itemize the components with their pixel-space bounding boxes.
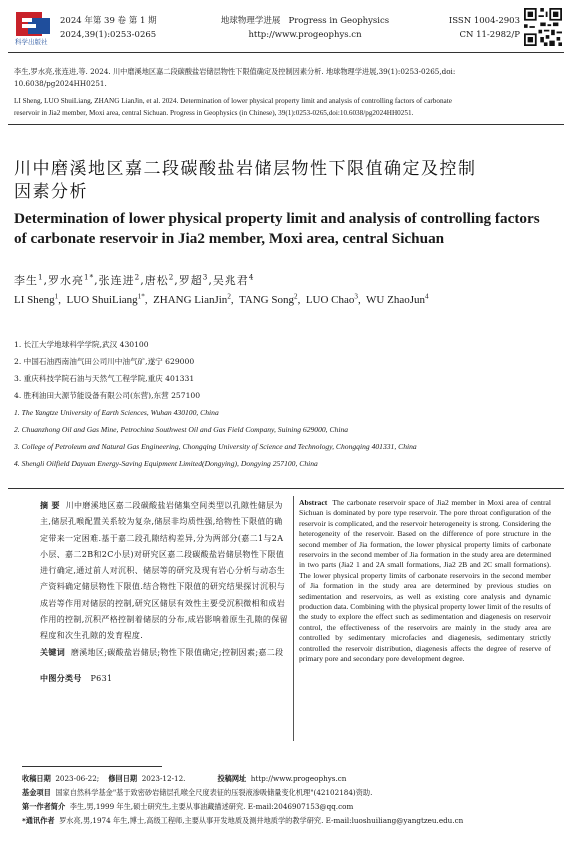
author[interactable]: 张连进$^2$: [98, 272, 141, 287]
title-en: Determination of lower physical property limit and analysis of controlling factors of carbonate reservoir in Jia2 member, Moxi area, central Sichuan: [14, 210, 540, 247]
authors-cn: 李生$^1$,罗水亮$^{1*}$,张连进$^2$,唐松$^2$,罗超$^3$,吴兆君$^4$: [14, 272, 255, 287]
authors-en: LI Sheng$^1$, LUO ShuiLiang$^{1*}$, ZHANG LianJin$^2$, TANG Song$^2$, LUO Chao$^3$, WU ZhaoJun$^4$: [14, 292, 429, 306]
citation-en: LI Sheng, LUO ShuiLiang, ZHANG LianJin, et al. 2024. Determination of lower physical property limit and analysis of controlling factors of carbonate reservoir in Jia2 member, Moxi area, central Sichuan. Progress in Geophysics (in Chinese), 39(1):0253-0265,doi:10.6038/pg2024HH0251.: [14, 97, 452, 117]
citation-rule: [8, 124, 564, 125]
issn: ISSN 1004-2903: [448, 16, 520, 26]
journal-url[interactable]: http://www.progeophys.cn: [248, 30, 362, 40]
author[interactable]: LI Sheng$^1$: [14, 292, 59, 306]
first-author-line: 第一作者简介 李生,男,1999 年生,硕士研究生,主要从事油藏描述研究. E-mail:2046907153@qq.com: [22, 802, 354, 811]
abstract-top-rule: [8, 488, 564, 489]
abstract-en-text: The carbonate reservoir space of Jia2 member in Moxi area of central Sichuan is dominated by pore type reservoir. The pore throat configuration of the reservoir is complicated, and the reservoir heterogeneity is strong. Considering the heterogeneity of the reservoir. Based on the difference of pore structure in the second member of Jia formation, the lower physical property limits of carbonate reservoirs in the second member of Jia formation in the study area are determined in two parts (Jia2 1 and 2A small formations, Jia2 2B and 2C small formations). The lower physical property limits of carbonate reservoirs in the second member of Jia formation in the study area are determined by previous studies on sedimentation and reservoirs, as well as existing core analysis and dynamic production data. Combining with the physical property lower limit of the results of the study to explore the effect such as sedimentation and diagenesis on reservoir control, the effectiveness of the reservoirs are mainly in the study area are controlled by sedimentary microfacies and diagenesis, sedimentary strictly controlled the reservoir distribution, diagenesis affects the degree of reserve of primary pore and secondary pore development degree.: [299, 498, 551, 664]
affiliation-cn: 4. 胜利油田大源节能设备有限公司(东营),东营 257100: [14, 391, 201, 400]
abstract-en-label: Abstract: [299, 498, 328, 507]
issue-cn: 2024 年第 39 卷 第 1 期: [60, 16, 157, 26]
affiliation-en: 3. College of Petroleum and Natural Gas Engineering, Chongqing University of Science and Technology, Chongqing 401331, China: [14, 442, 417, 451]
affiliation-en: 4. Shengli Oilfield Dayuan Energy-Saving Equipment Limited(Dongying), Dongying 257100, China: [14, 459, 318, 468]
author[interactable]: 罗超$^3$: [178, 272, 209, 287]
issue-number: 2024,39(1):0253-0265: [60, 30, 157, 40]
journal-name: [195, 14, 415, 42]
keywords-label: 关键词: [40, 647, 66, 657]
fund-line: 基金项目 国家自然科学基金"基于致密砂岩储层孔喉全尺度表征的压裂液渗吸储量变化机理"(42102184)资助.: [22, 788, 373, 797]
footnote-rule: [22, 766, 162, 767]
corresponding-author-line: *通讯作者 罗水亮,男,1974 年生,博士,高级工程师,主要从事开发地质及测井地质学的教学研究. E-mail:luoshuiliang@yangtzeu.edu.cn: [22, 816, 464, 825]
author[interactable]: 吴兆君$^4$: [212, 272, 255, 287]
abstract-cn: [40, 498, 290, 687]
keywords: 磨溪地区;碳酸盐岩储层;物性下限值确定;控制因素;嘉二段: [70, 647, 284, 657]
column-divider: [293, 496, 294, 741]
journal-cn: 地球物理学进展: [220, 16, 281, 26]
clc-label: 中图分类号: [40, 673, 82, 683]
submission-url[interactable]: http://www.progeophys.cn: [250, 774, 347, 783]
clc-code: P631: [90, 673, 113, 683]
author[interactable]: TANG Song$^2$: [238, 292, 298, 306]
cn-number: CN 11-2982/P: [459, 30, 520, 40]
author[interactable]: 罗水亮$^{1*}$: [48, 272, 95, 287]
qr-code-icon[interactable]: [524, 8, 562, 46]
header-rule: [8, 52, 564, 53]
affiliation-en: 1. The Yangtze University of Earth Sciences, Wuhan 430100, China: [14, 408, 219, 417]
title-cn: 川中磨溪地区嘉二段碳酸盐岩储层物性下限值确定及控制 因素分析: [14, 159, 477, 202]
citation-cn: 李生,罗水亮,张连进,等. 2024. 川中磨溪地区嘉二段碳酸盐岩储层物性下限值确定及控制因素分析. 地球物理学进展,39(1):0253-0265,doi: 10.6038/pg2024HH0251.: [14, 67, 456, 88]
dates-line: 收稿日期 2023-06-22; 修回日期 2023-12-12. 投稿网址 http://www.progeophys.cn: [22, 774, 347, 783]
svg-text:科学出版社: 科学出版社: [15, 38, 48, 46]
affiliation-cn: 2. 中国石油西南油气田公司川中油气矿,遂宁 629000: [14, 357, 195, 366]
author[interactable]: 李生$^1$: [14, 272, 44, 287]
author[interactable]: WU ZhaoJun$^4$: [366, 292, 429, 306]
footnotes: [22, 772, 562, 828]
abstract-en: [299, 498, 551, 665]
journal-en: Progress in Geophysics: [288, 16, 390, 26]
issn-block: [438, 14, 520, 42]
author[interactable]: ZHANG LianJin$^2$: [153, 292, 231, 306]
publisher-logo: [14, 10, 54, 46]
abstract-cn-text: 川中磨溪地区嘉二段碳酸盐岩储集空间类型以孔隙性储层为主,储层孔喉配置关系较为复杂,储层非均质性强,给物性下限值的确定带来一定困难.基于嘉二段孔隙结构差异,分为两部分(嘉二1与2A小层、嘉二2B和2C小层)对研究区嘉二段碳酸盐岩储层物性下限值进行确定,通过前人对沉积、储层等的研究及现有岩心分析与动态生产资料确定储层物性下限值.结合物性下限值的研究结果探讨沉积与成岩等作用对储层的控制,研究区储层有效性主要受沉积微相和成岩作用的控制,沉积严格控制着储层的分布,成岩影响着原生孔隙的保留程度和次生孔隙的发育程度.: [40, 501, 288, 641]
author[interactable]: LUO ShuiLiang$^{1*}$: [66, 292, 145, 306]
issue-info: [60, 14, 157, 42]
author[interactable]: LUO Chao$^3$: [305, 292, 358, 306]
abstract-cn-label: 摘 要: [40, 501, 60, 510]
author[interactable]: 唐松$^2$: [144, 272, 175, 287]
affiliations: [14, 339, 560, 475]
affiliation-cn: 1. 长江大学地球科学学院,武汉 430100: [14, 340, 149, 349]
affiliation-cn: 3. 重庆科技学院石油与天然气工程学院,重庆 401331: [14, 374, 195, 383]
affiliation-en: 2. Chuanzhong Oil and Gas Mine, Petrochina Southwest Oil and Gas Field Company, Suining 629000, China: [14, 425, 349, 434]
